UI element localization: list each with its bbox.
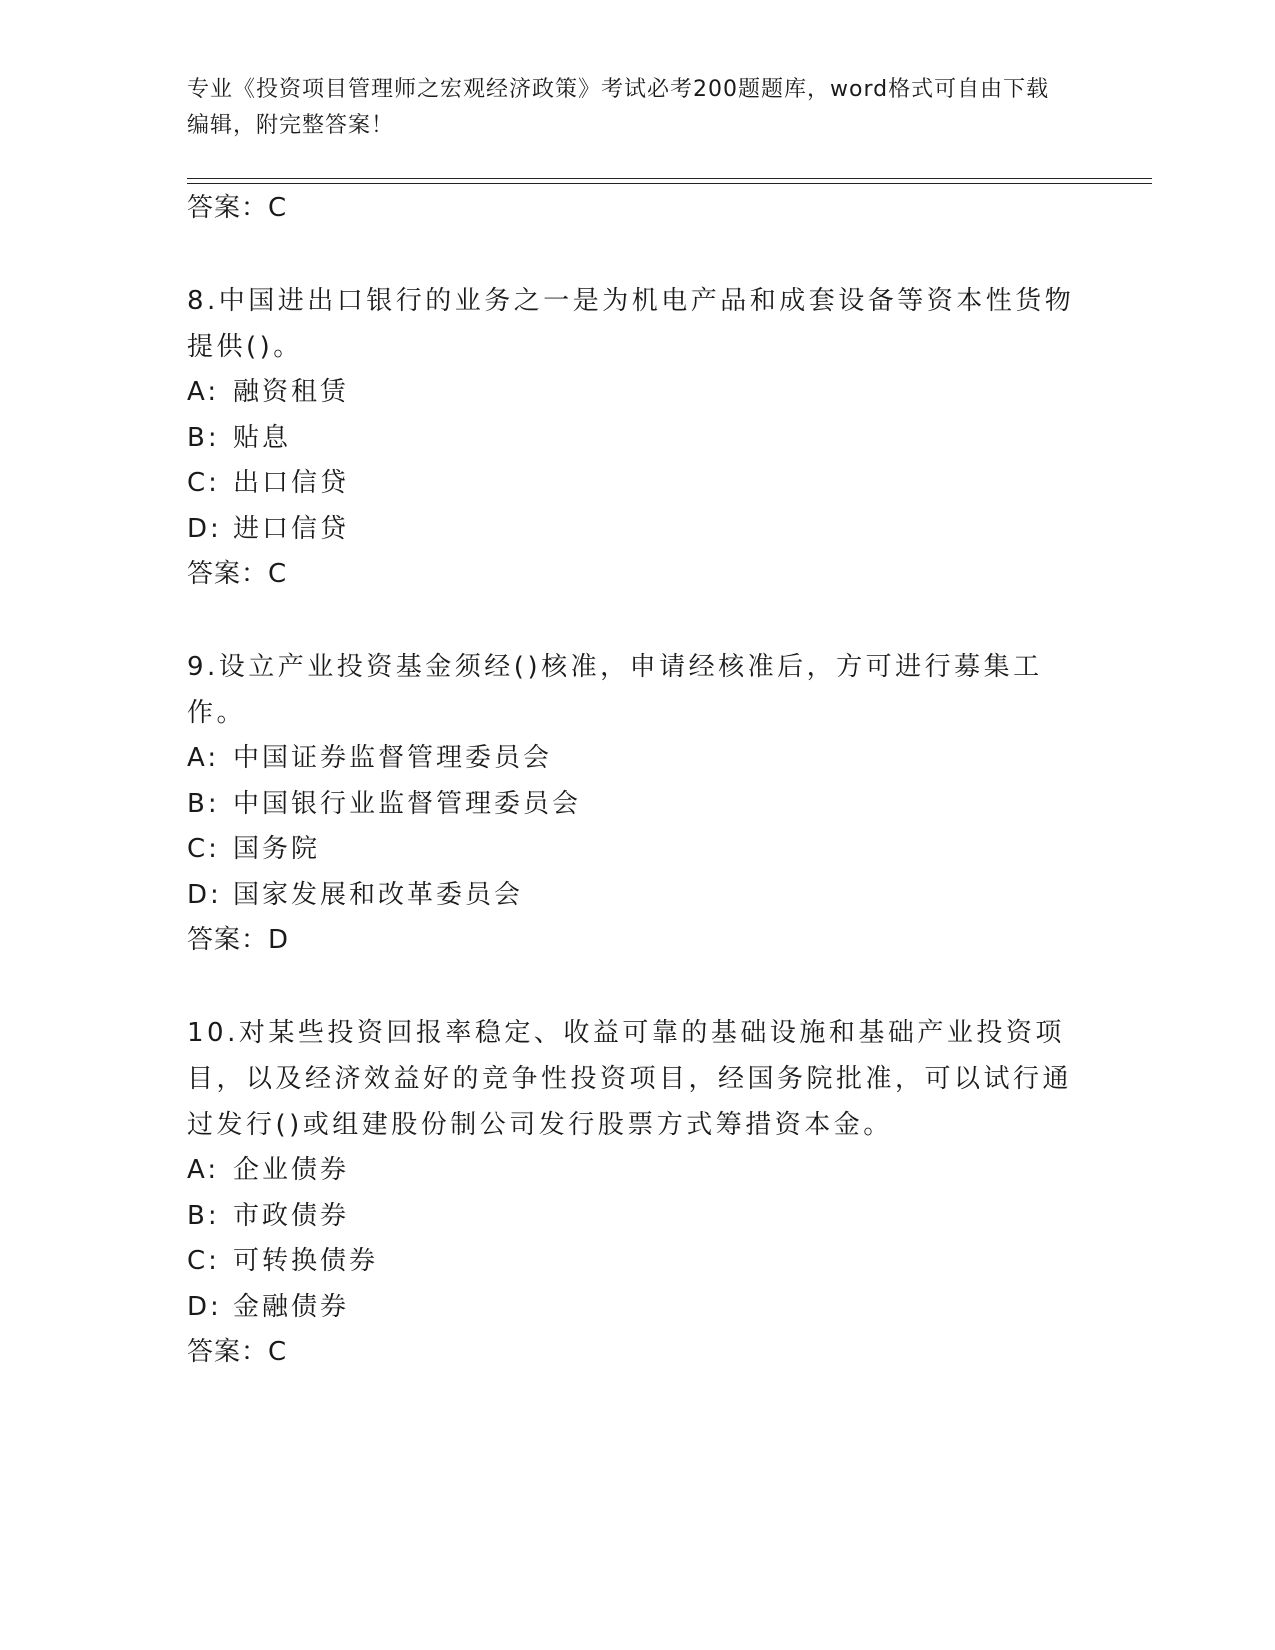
option-d (187, 507, 1087, 553)
answer-line: 答案：D (187, 925, 290, 955)
option-letter: B: (187, 1200, 220, 1231)
question-text: 8.中国进出口银行的业务之一是为机电产品和成套设备等资本性货物提供()。 (187, 286, 1075, 362)
header-rule-top (187, 178, 1152, 179)
question-text: 9.设立产业投资基金须经()核准，申请经核准后，方可进行募集工作。 (187, 652, 1043, 728)
option-text: 市政债券 (233, 1200, 350, 1231)
option-text: 金融债券 (233, 1291, 350, 1322)
option-a (187, 736, 1087, 782)
header-text: 专业《投资项目管理师之宏观经济政策》考试必考200题题库，word格式可自由下载编辑，附完整答案！ (187, 77, 1050, 138)
option-c (187, 1239, 1087, 1285)
option-letter: A: (187, 377, 220, 407)
option-text: 融资租赁 (233, 377, 350, 407)
option-text: 可转换债券 (233, 1246, 379, 1276)
option-d (187, 873, 1087, 919)
answer-line: 答案：C (187, 559, 288, 589)
option-c (187, 461, 1087, 507)
option-text: 国务院 (233, 834, 321, 864)
option-text: 出口信贷 (233, 468, 350, 498)
option-text: 国家发展和改革委员会 (233, 879, 524, 910)
option-c (187, 827, 1087, 873)
question-item (187, 644, 1087, 962)
header-rule-bottom (187, 183, 1152, 184)
option-text: 中国银行业监督管理委员会 (233, 788, 582, 819)
question-item (187, 278, 1087, 596)
option-letter: D: (187, 513, 222, 544)
answer-line: 答案：C (187, 1337, 288, 1367)
option-letter: D: (187, 879, 222, 910)
option-letter: D: (187, 1291, 222, 1322)
document-body (187, 186, 1087, 1374)
option-letter: C: (187, 834, 220, 864)
option-text: 贴息 (233, 422, 292, 453)
option-letter: A: (187, 1155, 220, 1185)
option-letter: C: (187, 1246, 220, 1276)
option-letter: A: (187, 743, 220, 773)
option-b (187, 782, 1087, 828)
option-letter: B: (187, 422, 220, 453)
option-text: 中国证券监督管理委员会 (233, 743, 553, 773)
option-b (187, 1194, 1087, 1240)
question-item (187, 1010, 1087, 1374)
option-text: 企业债券 (233, 1155, 350, 1185)
option-d (187, 1285, 1087, 1331)
option-a (187, 1148, 1087, 1194)
option-b (187, 416, 1087, 462)
previous-answer: 答案：C (187, 193, 288, 223)
option-text: 进口信贷 (233, 513, 350, 544)
document-header (187, 72, 1067, 144)
option-letter: B: (187, 788, 220, 819)
option-letter: C: (187, 468, 220, 498)
question-text: 10.对某些投资回报率稳定、收益可靠的基础设施和基础产业投资项目，以及经济效益好的竞争性投资项目，经国务院批准，可以试行通过发行()或组建股份制公司发行股票方式筹措资本金。 (187, 1018, 1073, 1140)
option-a (187, 370, 1087, 416)
